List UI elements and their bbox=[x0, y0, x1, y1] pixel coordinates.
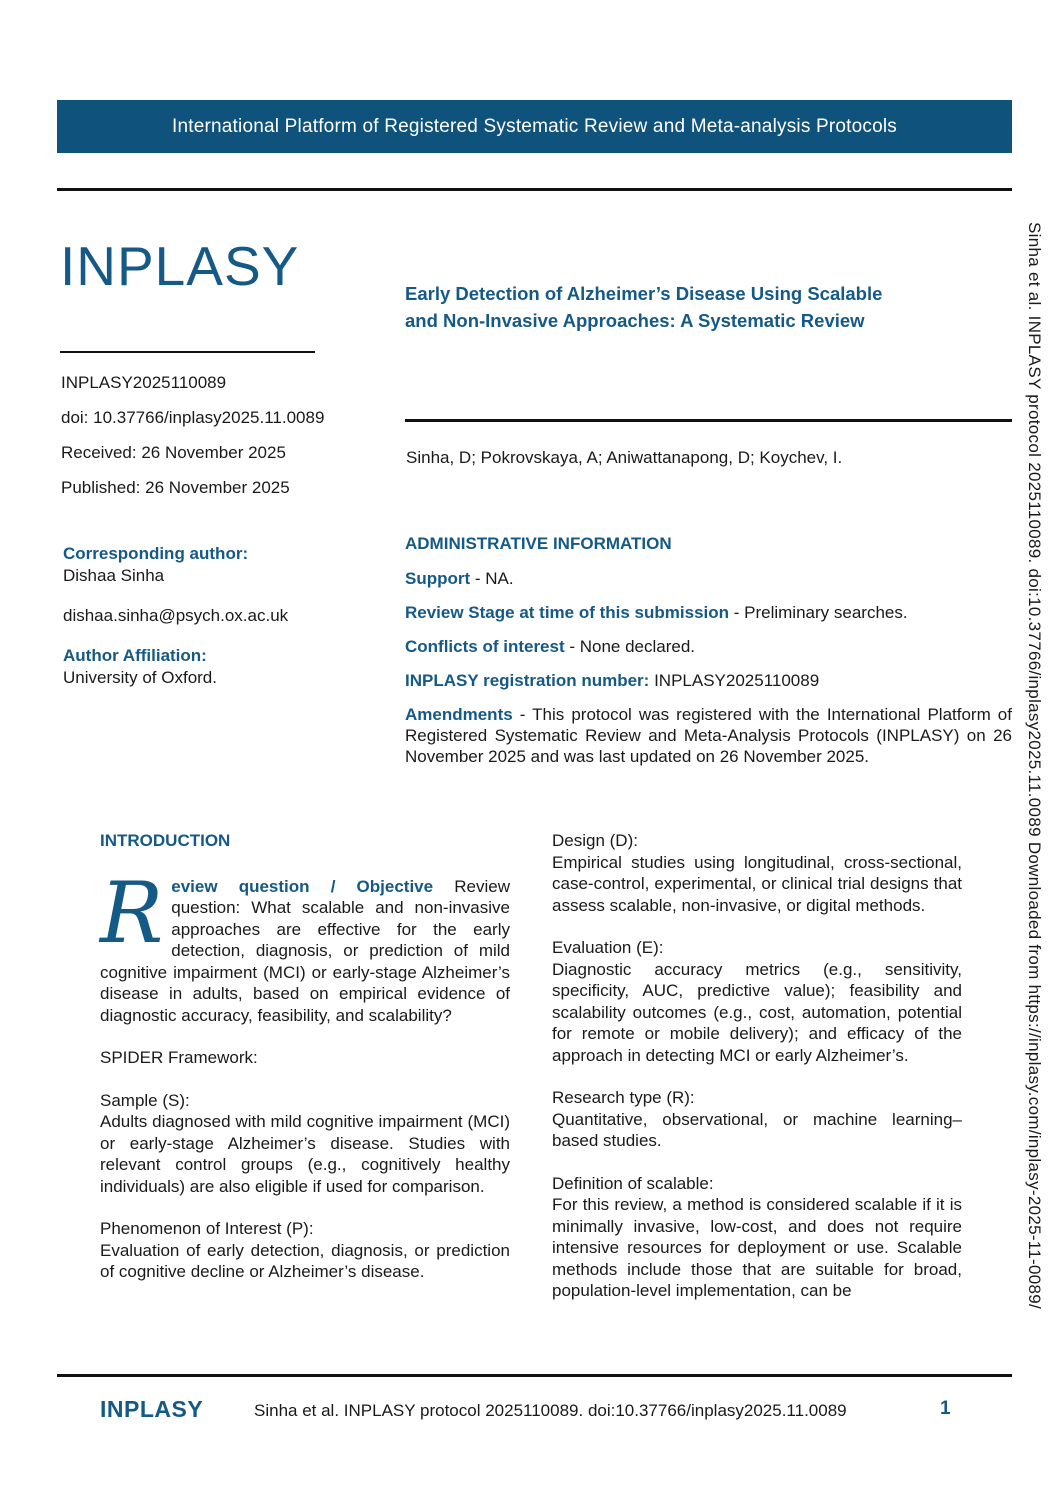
evaluation-body: Diagnostic accuracy metrics (e.g., sensitivity, specificity, AUC, predictive value); feasibility and scalability outcomes (e.g., cost, automation, potential for remote or mobile delivery); and efficacy of the approach in detecting MCI or early Alzheimer’s. bbox=[552, 959, 962, 1065]
evaluation-heading: Evaluation (E): bbox=[552, 938, 664, 957]
research-type-heading: Research type (R): bbox=[552, 1088, 695, 1107]
amendments-label: Amendments bbox=[405, 705, 513, 724]
registration-id: INPLASY2025110089 bbox=[61, 373, 227, 392]
phenomenon-body: Evaluation of early detection, diagnosis, or prediction of cognitive decline or Alzheimer’s disease. bbox=[100, 1240, 510, 1281]
body-column-right bbox=[552, 830, 962, 1302]
article-title bbox=[405, 280, 1012, 334]
review-question-paragraph bbox=[100, 863, 510, 1027]
divider-footer bbox=[57, 1374, 1012, 1377]
conflicts-label: Conflicts of interest bbox=[405, 637, 565, 656]
top-banner bbox=[57, 100, 1012, 153]
banner-title: International Platform of Registered Systematic Review and Meta-analysis Protocols bbox=[172, 116, 897, 137]
conflicts-line bbox=[405, 636, 1012, 657]
sidebar-vertical-citation: Sinha et al. INPLASY protocol 2025110089. doi:10.37766/inplasy2025.11.0089 Downloaded from https://inplasy.com/inplasy-2025-11-0089/ bbox=[1025, 222, 1044, 1310]
body-column-left bbox=[100, 830, 510, 1283]
author-affiliation: University of Oxford. bbox=[63, 668, 217, 687]
corresponding-author-email: dishaa.sinha@psych.ox.ac.uk bbox=[63, 606, 289, 625]
sample-heading: Sample (S): bbox=[100, 1090, 190, 1110]
review-question-lead: eview question / Objective bbox=[171, 876, 434, 896]
review-stage-line bbox=[405, 602, 1012, 623]
review-question-text: Review question: What scalable and non-invasive approaches are effective for the early detection, diagnosis, or prediction of mild cognitive impairment (MCI) or early-stage Alzheimer’s disease in adults, based on empirical evidence of diagnostic accuracy, feasibility, and scalability? bbox=[100, 876, 510, 1025]
phenomenon-heading: Phenomenon of Interest (P): bbox=[100, 1219, 314, 1238]
corresponding-author-label: Corresponding author: bbox=[63, 544, 249, 563]
received-date: Received: 26 November 2025 bbox=[61, 443, 286, 462]
published-date: Published: 26 November 2025 bbox=[61, 478, 290, 497]
review-stage-label: Review Stage at time of this submission bbox=[405, 603, 730, 622]
review-stage-value: - Preliminary searches. bbox=[729, 603, 908, 622]
admin-heading: ADMINISTRATIVE INFORMATION bbox=[405, 534, 672, 553]
definition-heading: Definition of scalable: bbox=[552, 1173, 714, 1193]
logo-underline bbox=[60, 351, 315, 353]
research-type-body: Quantitative, observational, or machine learning–based studies. bbox=[552, 1109, 962, 1150]
article-title-line2: and Non-Invasive Approaches: A Systematic Review bbox=[405, 310, 865, 331]
article-title-line1: Early Detection of Alzheimer’s Disease Using Scalable bbox=[405, 283, 883, 304]
amendments-value: - This protocol was registered with the International Platform of Registered Systematic Review and Meta-Analysis Protocols (INPLASY) on 26 November 2025 and was last updated on 26 November 2025. bbox=[405, 705, 1012, 766]
author-affiliation-label: Author Affiliation: bbox=[63, 646, 207, 665]
registration-number-label: INPLASY registration number: bbox=[405, 671, 650, 690]
support-value: - NA. bbox=[470, 569, 514, 588]
amendments-paragraph bbox=[405, 704, 1012, 767]
author-list: Sinha, D; Pokrovskaya, A; Aniwattanapong, D; Koychev, I. bbox=[406, 448, 843, 467]
administrative-information bbox=[405, 533, 1012, 767]
registration-number-line bbox=[405, 670, 1012, 691]
footer-page-number: 1 bbox=[940, 1398, 951, 1419]
conflicts-value: - None declared. bbox=[564, 637, 696, 656]
design-heading: Design (D): bbox=[552, 831, 638, 850]
spider-framework-line: SPIDER Framework: bbox=[100, 1048, 258, 1067]
design-body: Empirical studies using longitudinal, cross-sectional, case-control, experimental, or clinical trial designs that assess scalable, non-invasive, or digital methods. bbox=[552, 852, 962, 915]
dropcap-R: R bbox=[100, 863, 164, 962]
support-label: Support bbox=[405, 569, 471, 588]
footer-inplasy-logo: INPLASY bbox=[100, 1396, 204, 1422]
divider-top bbox=[57, 188, 1012, 191]
corresponding-author-block bbox=[63, 543, 393, 689]
sample-body: Adults diagnosed with mild cognitive impairment (MCI) or early-stage Alzheimer’s disease. Studies with relevant control groups (e.g., cognitively healthy individuals) are also eligible if used for comparison. bbox=[100, 1112, 510, 1196]
registration-meta bbox=[61, 372, 391, 512]
introduction-heading: INTRODUCTION bbox=[100, 831, 231, 850]
corresponding-author-name: Dishaa Sinha bbox=[63, 566, 165, 585]
support-line bbox=[405, 568, 1012, 589]
inplasy-logo: INPLASY bbox=[60, 235, 300, 297]
definition-body: For this review, a method is considered scalable if it is minimally invasive, low-cost, and does not require intensive resources for deployment or use. Scalable methods include those that are suitable for broad, population-level implementation, can be bbox=[552, 1195, 962, 1300]
doi-line: doi: 10.37766/inplasy2025.11.0089 bbox=[61, 408, 325, 427]
divider-title bbox=[405, 419, 1012, 422]
registration-number-value: INPLASY2025110089 bbox=[649, 671, 820, 690]
footer-citation: Sinha et al. INPLASY protocol 2025110089. doi:10.37766/inplasy2025.11.0089 bbox=[254, 1401, 847, 1420]
